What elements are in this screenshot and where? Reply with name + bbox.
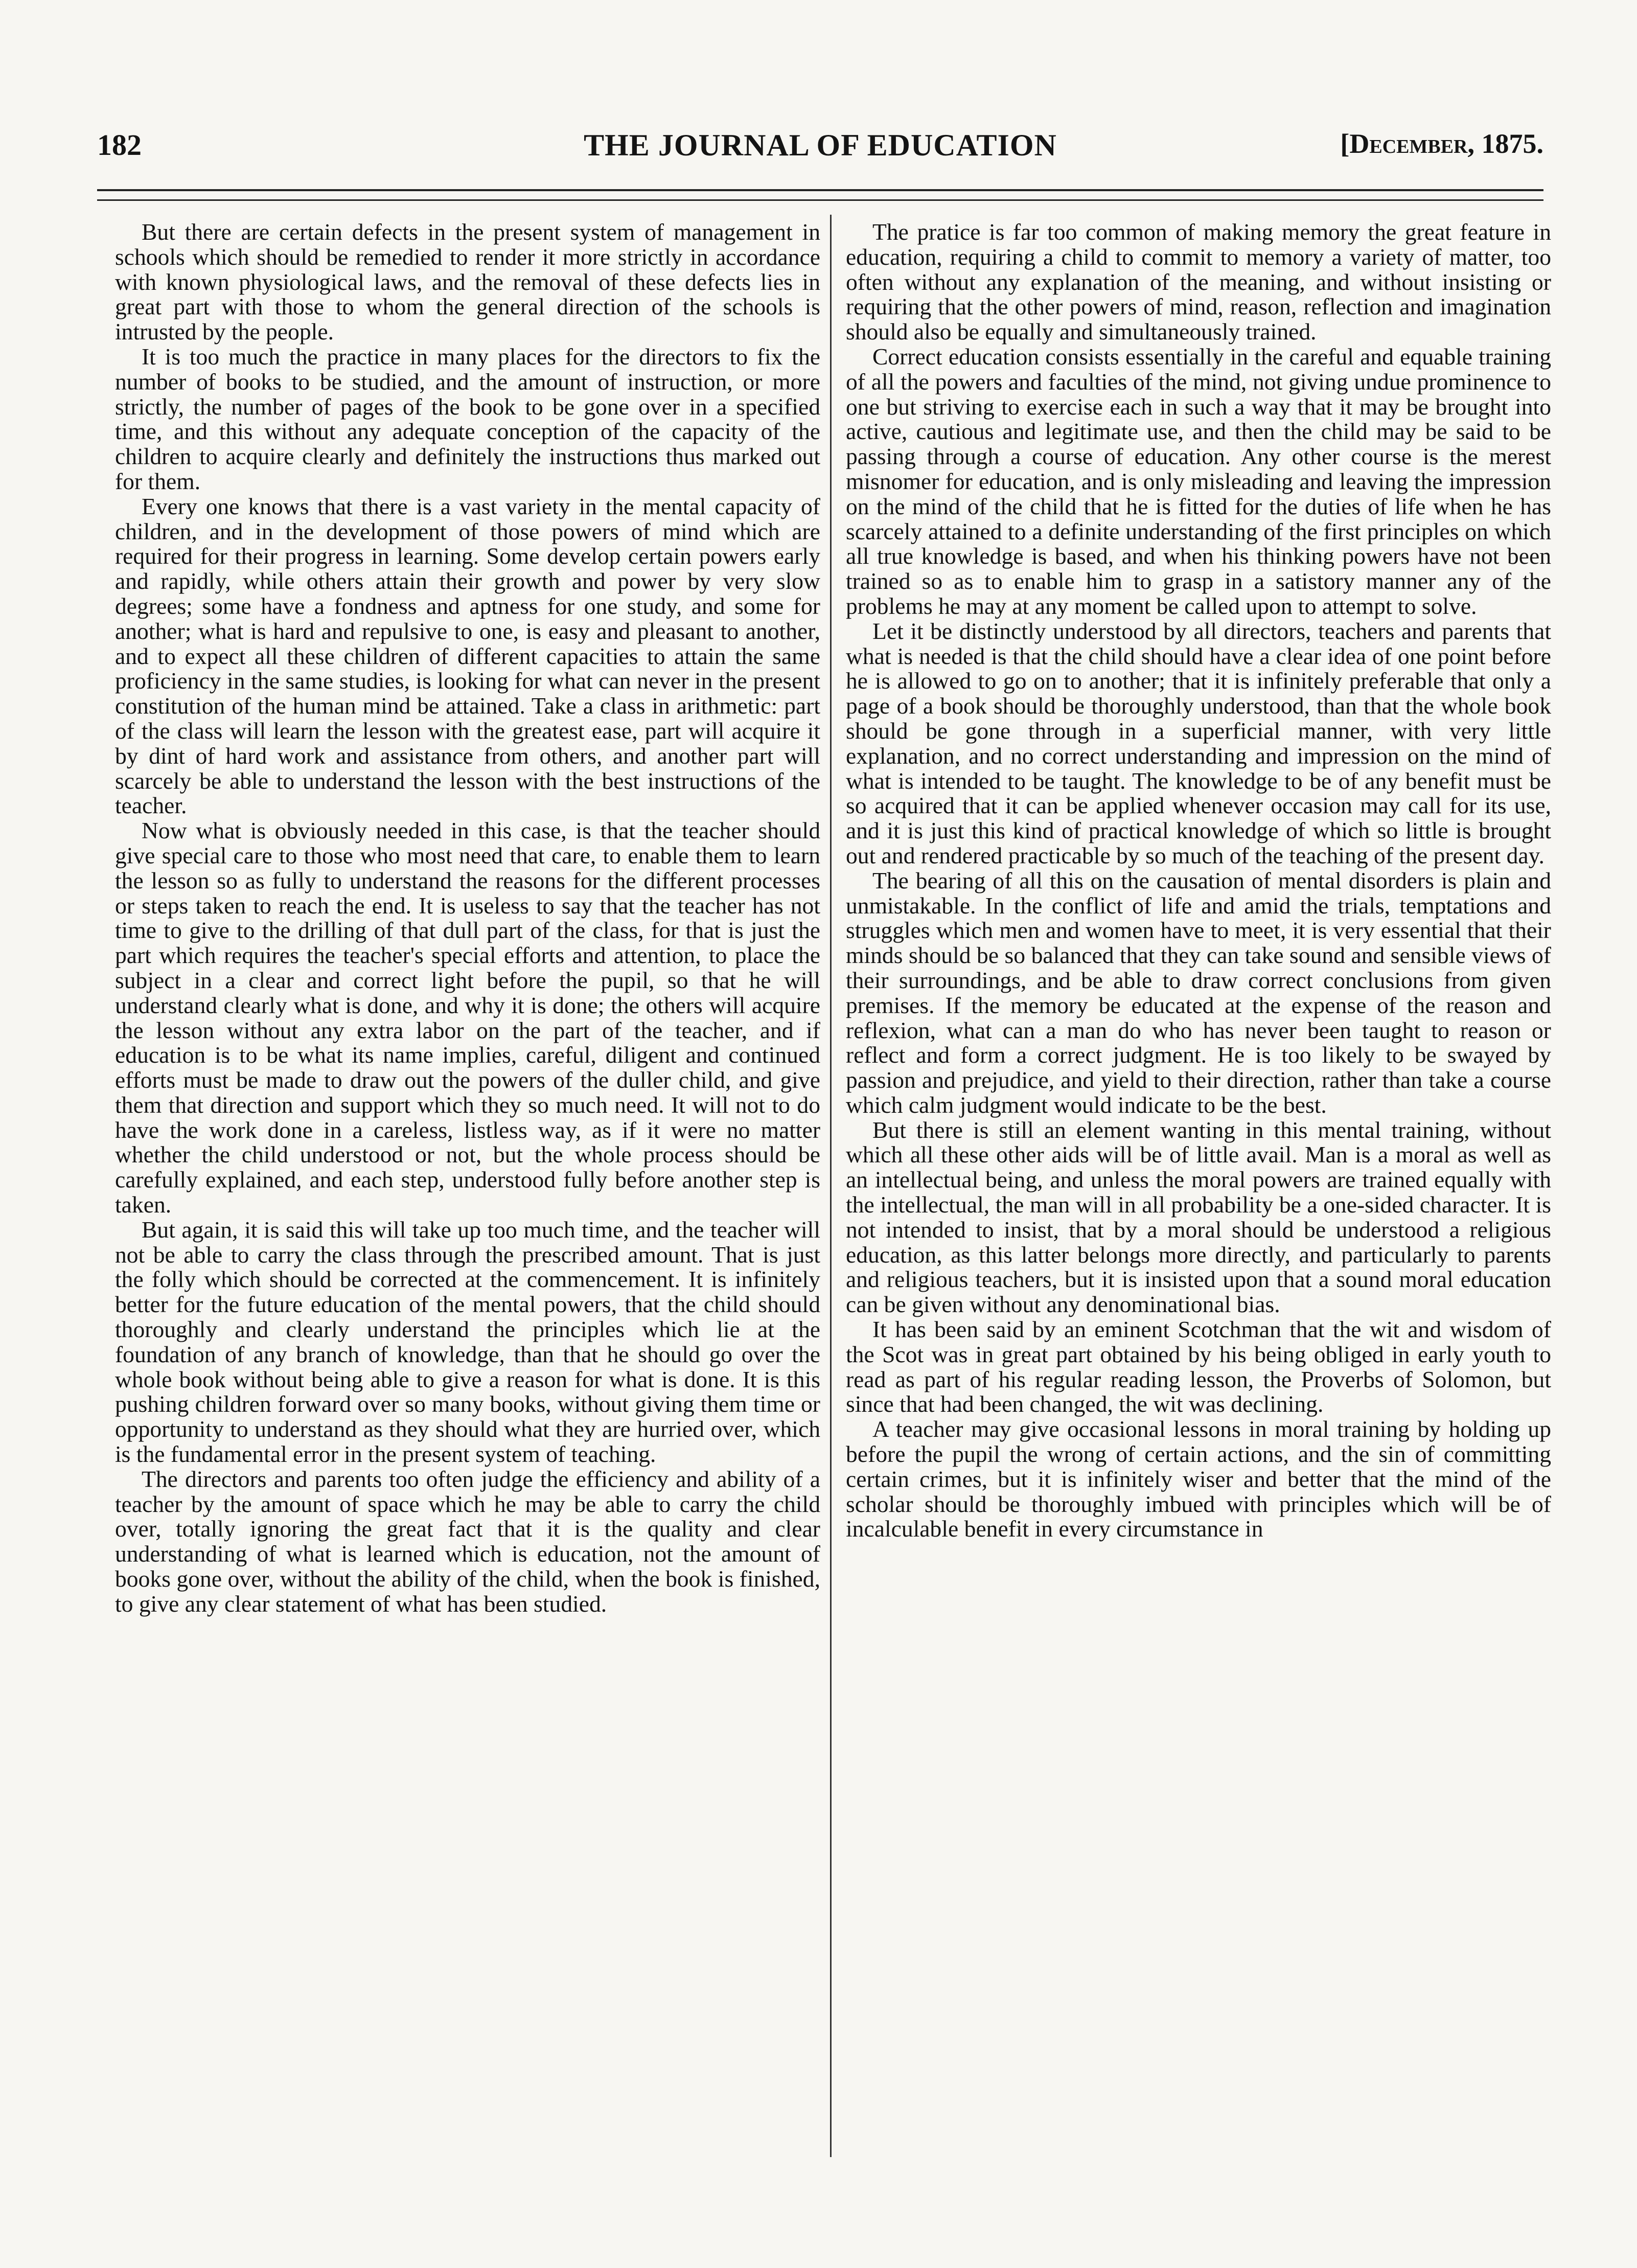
paragraph: The pratice is far too common of making memory the great feature in education, requiring a child to commit to memory a variety of matter, too often without any explanation of the meaning, and without insisting or requiring that the other powers of mind, reason, reflection and imagination should also be equally and simultaneously trained. bbox=[846, 220, 1551, 345]
page-header bbox=[97, 128, 1543, 169]
paragraph: Let it be distinctly understood by all directors, teachers and parents that what is needed is that the child should have a clear idea of one point before he is allowed to go on to another; that it is infinitely preferable that only a page of a book should be thoroughly understood, than that the whole book should be gone through in a superficial manner, with very little explanation, and no correct understanding and impression on the mind of what is intended to be taught. The knowledge to be of any benefit must be so acquired that it can be applied whenever occasion may call for its use, and it is just this kind of practical knowledge of which so little is brought out and rendered practicable by so much of the teaching of the present day. bbox=[846, 617, 1551, 868]
issue-date: [December, 1875. bbox=[1340, 128, 1543, 159]
paragraph: Now what is obviously needed in this case, is that the teacher should give special care to those who most need that care, to enable them to learn the lesson so as fully to understand the reasons for the different processes or steps taken to reach the end. It is useless to say that the teacher has not time to give to the drilling of that dull part of the class, for that is just the part which requires the teacher's special efforts and attention, to place the subject in a clear and correct light before the pupil, so that he will understand clearly what is done, and why it is done; the others will acquire the lesson without any extra labor on the part of the teacher, and if education is to be what its name implies, careful, diligent and continued efforts must be made to draw out the powers of the duller child, and give them that direction and support which they so much need. It will not to do have the work done in a careless, listless way, as if it were no matter whether the child understood or not, but the whole process should be carefully explained, and each step, understood fully before another step is taken. bbox=[115, 817, 820, 1218]
paragraph: Correct education consists essentially in the careful and equable training of all the powers and faculties of the mind, not giving undue prominence to one but striving to exercise each in such a way that it may be brought into active, cautious and legitimate use, and then the child may be said to be passing through a course of education. Any other course is the merest misnomer for education, and is only misleading and leaving the impression on the mind of the child that he is fitted for the duties of life when he has scarcely attained to a definite understanding of the first principles on which all true knowledge is based, and when his thinking powers have not been trained so as to enable him to grasp in a satistory manner any of the problems he may at any moment be called upon to attempt to solve. bbox=[846, 343, 1551, 619]
page-number: 182 bbox=[97, 128, 142, 162]
paragraph: Every one knows that there is a vast variety in the mental capacity of children, and in the development of those powers of mind which are required for their progress in learning. Some develop certain powers early and rapidly, while others attain their growth and power by very slow degrees; some have a fondness and aptness for one study, and some for another; what is hard and repulsive to one, is easy and pleasant to another, and to expect all these children of different capacities to attain the same proficiency in the same studies, is looking for what can never in the present constitution of the human mind be attained. Take a class in arithmetic: part of the class will learn the lesson with the greatest ease, part will acquire it by dint of hard work and assistance from others, and another part will scarcely be able to understand the lesson with the best instructions of the teacher. bbox=[115, 493, 820, 819]
paragraph: It is too much the practice in many places for the directors to fix the number of books to be studied, and the amount of instruction, or more strictly, the number of pages of the book to be gone over in a specified time, and this without any adequate conception of the capacity of the children to acquire clearly and definitely the instructions thus marked out for them. bbox=[115, 343, 820, 494]
column-divider bbox=[830, 215, 832, 2157]
left-column bbox=[115, 220, 820, 2152]
journal-title: THE JOURNAL OF EDUCATION bbox=[584, 128, 1057, 162]
right-column bbox=[846, 220, 1551, 2152]
paragraph: But there are certain defects in the present system of management in schools which should be remedied to render it more strictly in accordance with known physiological laws, and the removal of these defects lies in great part with those to whom the general direction of the schools is intrusted by the people. bbox=[115, 220, 820, 345]
header-rule-bottom bbox=[97, 199, 1543, 201]
paragraph: It has been said by an eminent Scotchman that the wit and wisdom of the Scot was in great part obtained by his being obliged in early youth to read as part of his regular reading lesson, the Proverbs of Solomon, but since that had been changed, the wit was declining. bbox=[846, 1316, 1551, 1417]
paragraph: But again, it is said this will take up too much time, and the teacher will not be able to carry the class through the prescribed amount. That is just the folly which should be corrected at the commencement. It is infinitely better for the future education of the mental powers, that the child should thoroughly and clearly understand the principles which lie at the foundation of any branch of knowledge, than that he should go over the whole book without being able to give a reason for what is done. It is this pushing children forward over so many books, without giving them time or opportunity to understand as they should what they are hurried over, which is the fundamental error in the present system of teaching. bbox=[115, 1216, 820, 1468]
paragraph: The bearing of all this on the causation of mental disorders is plain and unmistakable. In the conflict of life and amid the trials, temptations and struggles which men and women have to meet, it is very essential that their minds should be so balanced that they can take sound and sensible views of their surroundings, and be able to draw correct conclusions from given premises. If the memory be educated at the expense of the reason and reflexion, what can a man do who has never been taught to reason or reflect and form a correct judgment. He is too likely to be swayed by passion and prejudice, and yield to their direction, rather than take a course which calm judgment would indicate to be the best. bbox=[846, 867, 1551, 1118]
paragraph: The directors and parents too often judge the efficiency and ability of a teacher by the amount of space which he may be able to carry the child over, totally ignoring the great fact that it is the quality and clear understanding of what is learned which is education, not the amount of books gone over, without the ability of the child, when the book is finished, to give any clear statement of what has been studied. bbox=[115, 1465, 820, 1617]
paragraph: But there is still an element wanting in this mental training, without which all these other aids will be of little avail. Man is a moral as well as an intellectual being, and unless the moral powers are trained equally with the intellectual, the man will in all probability be a one-sided character. It is not intended to insist, that by a moral should be understood a religious education, as this latter belongs more directly, and particularly to parents and religious teachers, but it is insisted upon that a sound moral education can be given without any denominational bias. bbox=[846, 1116, 1551, 1318]
paragraph: A teacher may give occasional lessons in moral training by holding up before the pupil the wrong of certain actions, and the sin of committing certain crimes, but it is infinitely wiser and better that the mind of the scholar should be thoroughly imbued with principles which will be of incalculable benefit in every circumstance in bbox=[846, 1416, 1551, 1542]
header-rule-top bbox=[97, 189, 1543, 191]
